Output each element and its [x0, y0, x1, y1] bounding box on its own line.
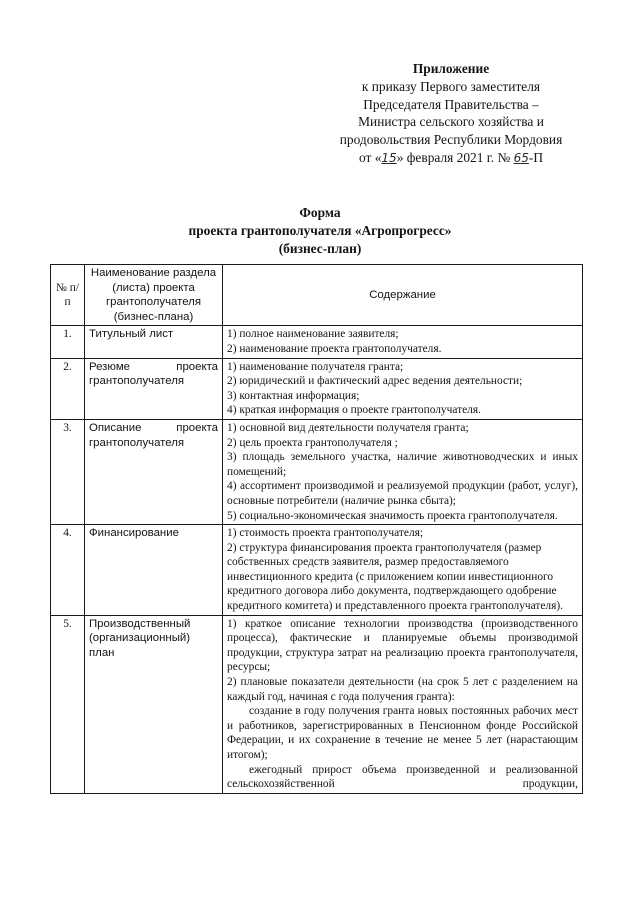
approval-heading: Приложение [412, 61, 490, 76]
content-item: 4) краткая информация о проекте грантополучателя. [227, 404, 481, 417]
row-content [223, 326, 583, 358]
approval-line-1: к приказу Первого заместителя [361, 78, 541, 94]
form-title [0, 204, 640, 257]
row-content [223, 525, 583, 616]
row-section: Титульный лист [85, 326, 223, 358]
business-plan-table [50, 264, 583, 794]
date-suffix: -П [528, 149, 543, 165]
content-item: 1) основной вид деятельности получателя гранта; [227, 421, 469, 434]
content-item: 1) стоимость проекта грантополучателя; [227, 527, 424, 540]
approval-line-3: Министра сельского хозяйства и [358, 114, 544, 130]
content-item: ежегодный прирост объема произведенной и реализованной сельскохозяйственной продукции, [227, 763, 578, 791]
content-item: 2) юридический и фактический адрес ведения деятельности; [227, 375, 523, 388]
approval-line-4: продовольствия Республики Мордовия [339, 132, 563, 148]
header-content: Содержание [223, 265, 583, 326]
content-item: 4) ассортимент производимой и реализуемой продукции (работ, услуг), основные потребители (наличие рынка сбыта); [227, 480, 578, 507]
date-mid: » февраля 2021 г. № [396, 149, 511, 165]
date-prefix: от « [359, 149, 382, 165]
row-content [223, 615, 583, 793]
content-item: 1) наименование получателя гранта; [227, 360, 404, 373]
table-header-row [51, 265, 583, 326]
row-section [85, 419, 223, 524]
row-num: 1. [51, 326, 85, 358]
content-item: 1) краткое описание технологии производства (производственного процесса), фактические и планируемые объемы производимой продукции, структура затрат на реализацию проекта грантополучателя, ресурсы; [227, 617, 578, 674]
row-section [85, 358, 223, 419]
table-row [51, 615, 583, 793]
header-section: Наименование раздела (листа) проекта грантополучателя (бизнес-плана) [85, 265, 223, 326]
table-row [51, 419, 583, 524]
content-item: 2) наименование проекта грантополучателя. [227, 342, 442, 355]
content-item: создание в году получения гранта новых постоянных рабочих мест и работников, зарегистрированных в Пенсионном фонде Российской Федерации, и их сохранение в течение не менее 5 лет (нарастающим итогом); [227, 705, 578, 761]
content-item: 2) плановые показатели деятельности (на срок 5 лет с разделением на каждый год, начиная с года получения гранта): [227, 676, 578, 703]
content-item: 5) социально-экономическая значимость проекта грантополучателя. [227, 509, 558, 522]
date-day-handwritten: 15 [381, 150, 397, 165]
content-item: 1) полное наименование заявителя; [227, 328, 399, 341]
row-content [223, 419, 583, 524]
row-num: 5. [51, 615, 85, 793]
order-number-handwritten: 65 [513, 150, 529, 165]
content-item: 2) цель проекта грантополучателя ; [227, 436, 398, 449]
content-item: 2) структура финансирования проекта грантополучателя (размер собственных средств заявителя, размер предоставляемого инвестиционного кредита (с приложением копии инвестиционного кредитного договора либо документа, подтверждающего одобрение кредитного комитета) и представленного проекта грантополучателя). [227, 541, 563, 613]
approval-block [300, 60, 602, 168]
section-text: Описание проекта грантополучателя [89, 421, 218, 449]
row-num: 3. [51, 419, 85, 524]
table-row [51, 358, 583, 419]
approval-line-2: Председателя Правительства – [363, 96, 539, 112]
table-row [51, 326, 583, 358]
section-text: Резюме проекта грантополучателя [89, 360, 218, 388]
title-line-3: (бизнес-план) [278, 240, 362, 256]
content-item: 3) площадь земельного участка, наличие животноводческих и иных помещений; [227, 451, 578, 478]
row-num: 2. [51, 358, 85, 419]
row-num: 4. [51, 525, 85, 616]
content-item: 3) контактная информация; [227, 389, 360, 402]
header-num: № п/п [51, 265, 85, 326]
approval-date-line [300, 149, 602, 168]
title-line-2: проекта грантополучателя «Агропрогресс» [188, 222, 452, 238]
row-content [223, 358, 583, 419]
title-line-1: Форма [299, 205, 341, 220]
table-row [51, 525, 583, 616]
row-section: Финансирование [85, 525, 223, 616]
row-section: Производственный (организационный) план [85, 615, 223, 793]
